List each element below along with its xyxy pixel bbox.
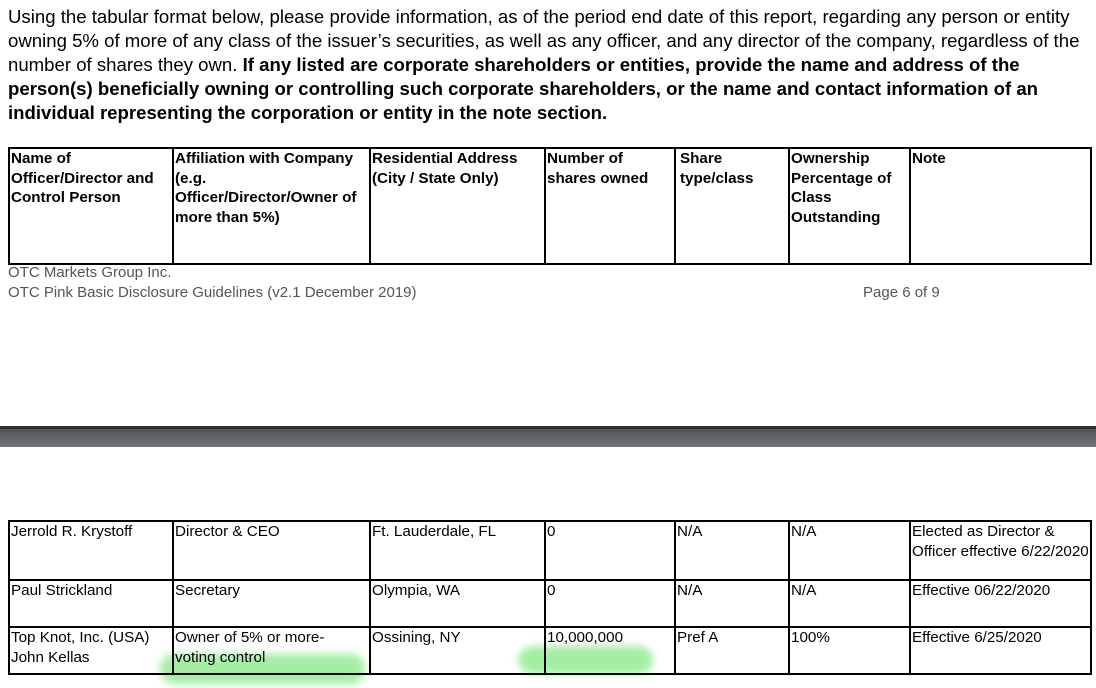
- cell-ownership: N/A: [789, 580, 910, 627]
- header-ownership: Ownership Percentage of Class Outstanding: [789, 148, 910, 264]
- cell-shares: 10,000,000: [545, 627, 675, 674]
- cell-shares: 0: [545, 521, 675, 580]
- ownership-table-header: [8, 147, 1092, 265]
- table-row: [9, 627, 1091, 674]
- cell-name: Jerrold R. Krystoff: [9, 521, 173, 580]
- footer-company: OTC Markets Group Inc.: [8, 264, 172, 281]
- cell-shares: 0: [545, 580, 675, 627]
- instructions-bold-text: If any listed are corporate shareholders or entities, provide the name and address of the person(s) beneficially owning or controlling such corporate shareholders, or the name and contact information of an individual representing the corporation or entity in the note section.: [8, 54, 1039, 123]
- cell-name: Top Knot, Inc. (USA) John Kellas: [9, 627, 173, 674]
- footer-page-number: Page 6 of 9: [863, 284, 940, 301]
- cell-share-type: N/A: [675, 580, 789, 627]
- header-affiliation: Affiliation with Company (e.g. Officer/Director/Owner of more than 5%): [173, 148, 370, 264]
- cell-address: Ft. Lauderdale, FL: [370, 521, 545, 580]
- cell-address: Ossining, NY: [370, 627, 545, 674]
- cell-affiliation: Secretary: [173, 580, 370, 627]
- header-note: Note: [910, 148, 1091, 264]
- cell-name: Paul Strickland: [9, 580, 173, 627]
- cell-note: Effective 6/25/2020: [910, 627, 1091, 674]
- cell-share-type: N/A: [675, 521, 789, 580]
- cell-affiliation: Owner of 5% or more- voting control: [173, 627, 370, 674]
- table-row: [9, 521, 1091, 580]
- header-address: Residential Address (City / State Only): [370, 148, 545, 264]
- cell-ownership: N/A: [789, 521, 910, 580]
- cell-address: Olympia, WA: [370, 580, 545, 627]
- cell-ownership: 100%: [789, 627, 910, 674]
- ownership-table-body: [8, 520, 1092, 675]
- instructions-paragraph: [8, 5, 1088, 125]
- instructions-text: Using the tabular format below, please provide information, as of the period end date of this report, regarding any person or entity owning 5% of more of any class of the issuer’s securities, as well as any officer, and any director of the company, regardless of the number of shares they own.: [8, 6, 1080, 75]
- header-name: Name of Officer/Director and Control Person: [9, 148, 173, 264]
- table-row: [9, 580, 1091, 627]
- cell-note: Effective 06/22/2020: [910, 580, 1091, 627]
- cell-affiliation: Director & CEO: [173, 521, 370, 580]
- header-shares: Number of shares owned: [545, 148, 675, 264]
- cell-share-type: Pref A: [675, 627, 789, 674]
- header-share-type: Share type/class: [675, 148, 789, 264]
- page-break-gap: [0, 426, 1096, 447]
- cell-note: Elected as Director & Officer effective 6/22/2020: [910, 521, 1091, 580]
- footer-guidelines: OTC Pink Basic Disclosure Guidelines (v2.1 December 2019): [8, 284, 417, 301]
